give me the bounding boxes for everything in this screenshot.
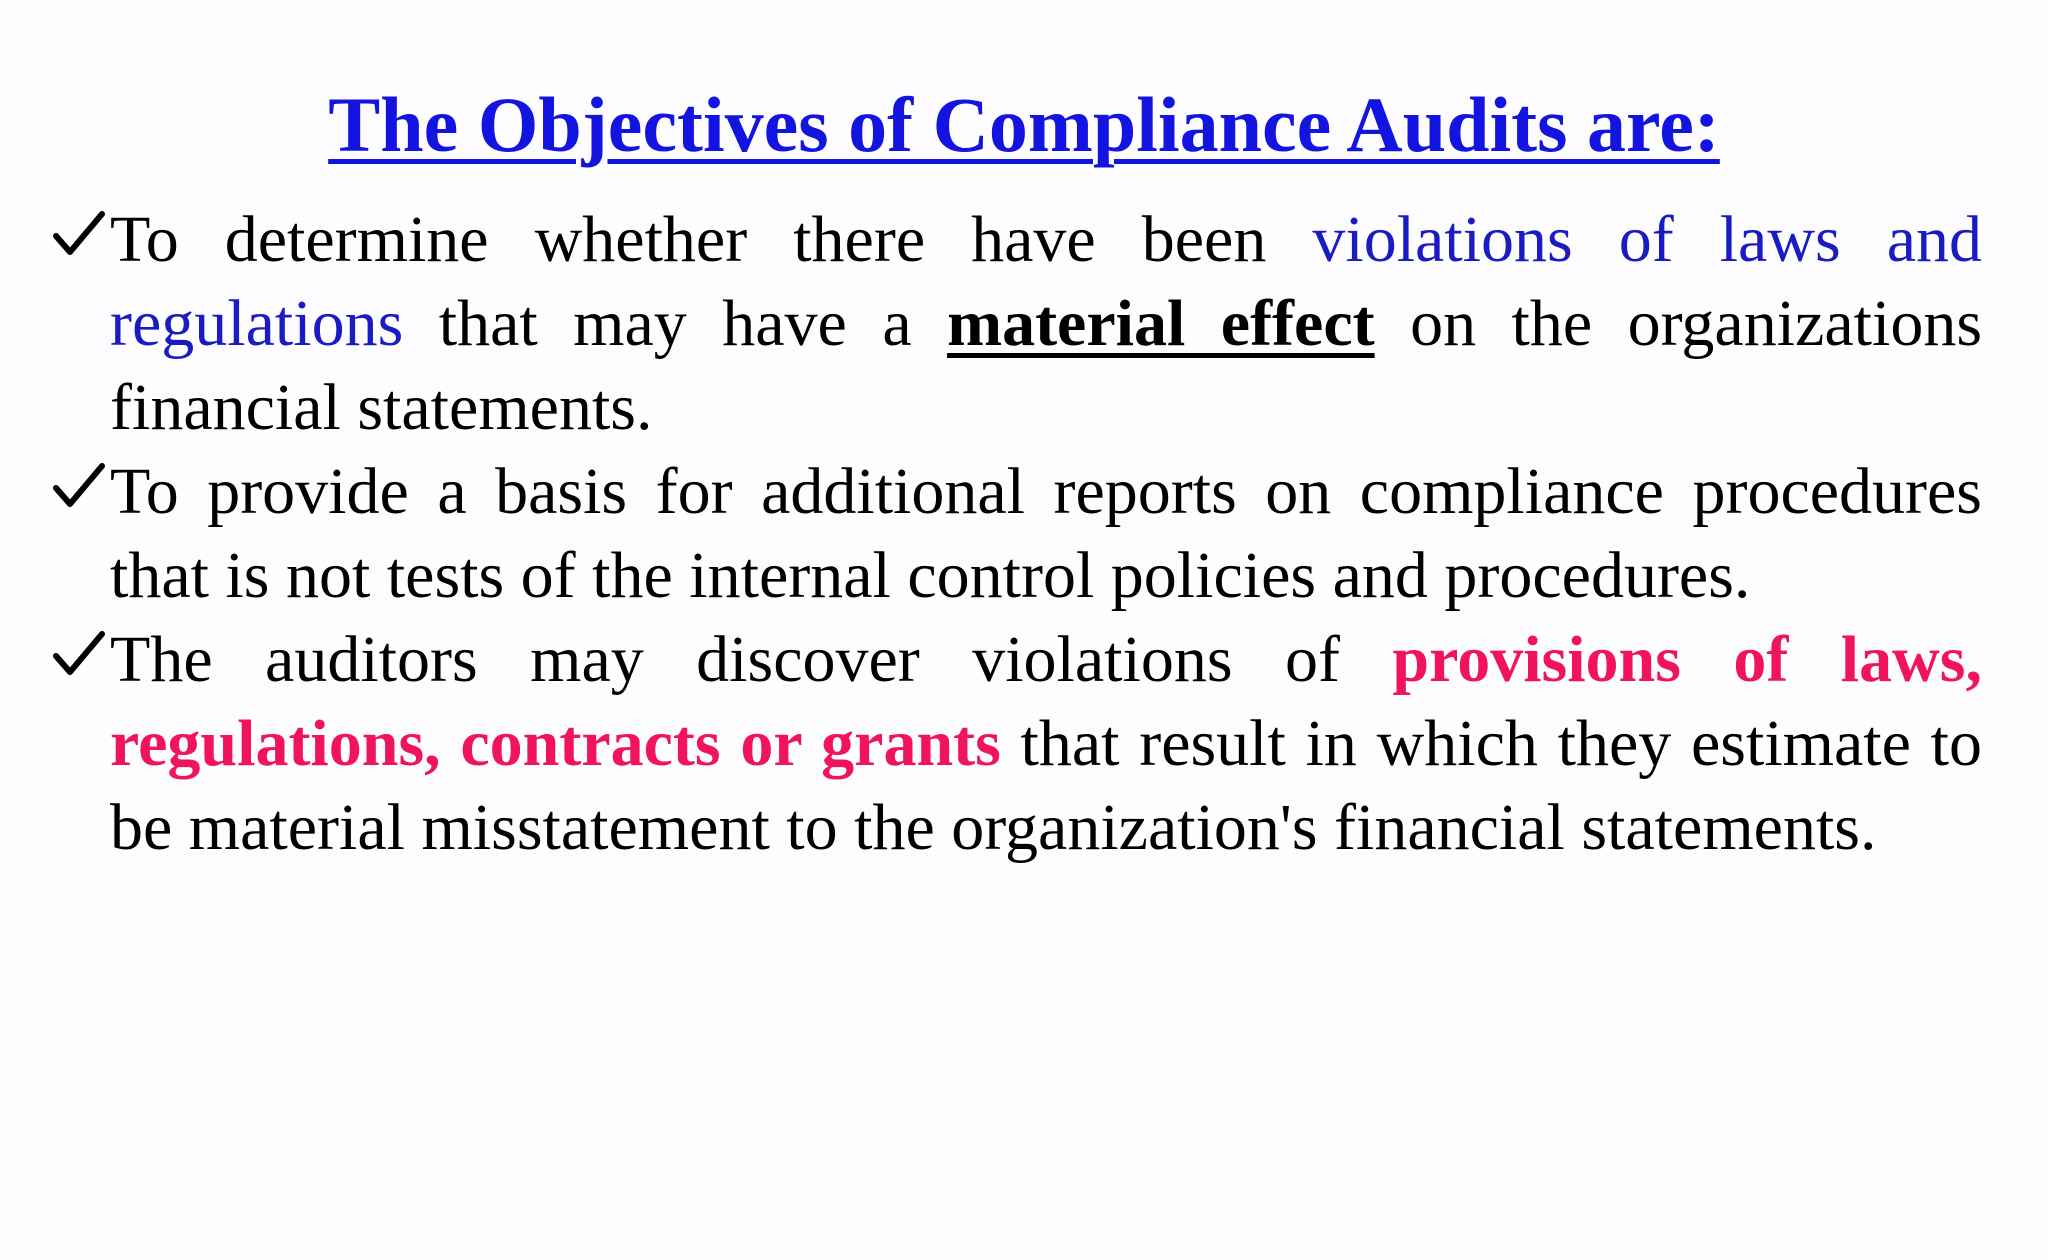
slide-title: The Objectives of Compliance Audits are: (328, 81, 1720, 168)
emphasis-text: material effect (947, 287, 1375, 360)
checkmark-icon (52, 630, 106, 678)
checkmark-icon (52, 210, 106, 258)
bullet-text: To determine whether there have been (110, 203, 1313, 276)
bullet-item (52, 450, 1982, 618)
bullet-list (52, 198, 1982, 870)
bullet-item (52, 618, 1982, 870)
bullet-text: on the organizations financial statements. (110, 287, 1983, 444)
checkmark-icon (52, 462, 106, 510)
bullet-item (52, 198, 1982, 450)
bullet-text: To provide a basis for additional reports on compliance procedures that is not tests of the internal control policies and procedures. (110, 455, 1982, 612)
bullet-text: The auditors may discover violations of (110, 623, 1393, 696)
highlight-text: violations of laws and regulations (110, 203, 1982, 360)
bullet-text: that result in which they estimate to be material misstatement to the organization's financial statements. (110, 707, 1982, 864)
bullet-text: that may have a (403, 287, 948, 360)
highlight-text: provisions of laws, regulations, contracts or grants (110, 623, 1982, 780)
